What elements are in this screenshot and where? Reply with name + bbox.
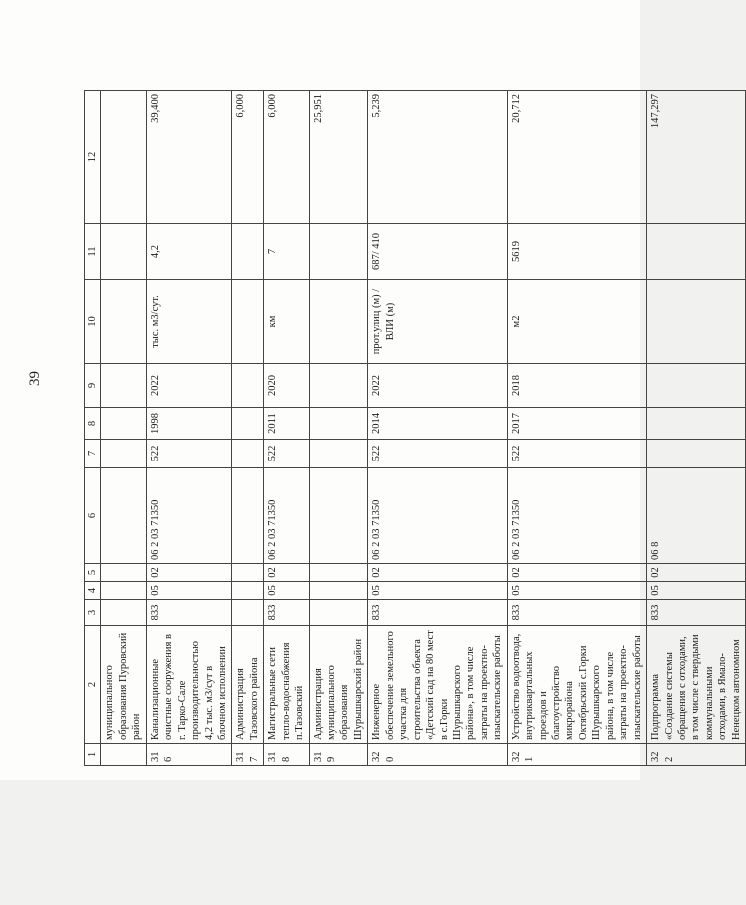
table-cell: 5619 — [507, 224, 646, 280]
table-cell: 321 — [507, 744, 646, 766]
table-cell: 02 — [146, 564, 232, 582]
table-cell: Инженерное обеспечение земельного участка для строительства объекта «Детский сад на 80 мест в с.Горки Шурышкарского района», в том числе затраты на проектно-изыскательские работы — [368, 626, 507, 744]
table-row — [647, 91, 746, 766]
table-cell — [647, 224, 746, 280]
table-cell — [101, 600, 146, 626]
table-cell: 2017 — [507, 408, 646, 440]
table-row — [146, 91, 232, 766]
table-cell: 833 — [507, 600, 646, 626]
table-cell: 7 — [264, 224, 309, 280]
table-cell: 06 2 03 71350 — [368, 468, 507, 564]
table-cell — [232, 408, 264, 440]
table-cell: 522 — [264, 440, 309, 468]
table-cell: Администрация Тазовского района — [232, 626, 264, 744]
table-row — [309, 91, 368, 766]
table-cell: 687/ 410 — [368, 224, 507, 280]
table-cell — [101, 564, 146, 582]
table-row — [368, 91, 507, 766]
table-cell: 06 8 — [647, 468, 746, 564]
table-cell — [101, 468, 146, 564]
table-cell: 05 — [647, 582, 746, 600]
table-cell — [232, 280, 264, 364]
column-header: 1 — [85, 744, 101, 766]
table-row — [507, 91, 646, 766]
table-cell: 4,2 — [146, 224, 232, 280]
table-cell — [101, 440, 146, 468]
table-cell: 25,951 — [309, 91, 368, 224]
table-cell: 316 — [146, 744, 232, 766]
table-cell — [232, 468, 264, 564]
table-cell: 1998 — [146, 408, 232, 440]
table-cell: 2011 — [264, 408, 309, 440]
column-header: 12 — [85, 91, 101, 224]
table-cell: Канализационные очистные сооружения в г. Тарко-Сале производительностью 4,2 тыс. м3/сут в блочном исполнении — [146, 626, 232, 744]
table-cell — [309, 280, 368, 364]
column-header: 11 — [85, 224, 101, 280]
table-cell — [647, 280, 746, 364]
page-number: 39 — [27, 371, 43, 386]
table-cell: 06 2 03 71350 — [507, 468, 646, 564]
table-cell: 05 — [146, 582, 232, 600]
table-row — [101, 91, 146, 766]
column-header: 7 — [85, 440, 101, 468]
table-cell: 522 — [368, 440, 507, 468]
table-cell — [309, 440, 368, 468]
table-cell: км — [264, 280, 309, 364]
table-cell: 2022 — [146, 364, 232, 408]
table-cell: 833 — [368, 600, 507, 626]
table-cell — [647, 364, 746, 408]
table-cell — [101, 408, 146, 440]
table-cell — [232, 364, 264, 408]
table-cell: прот.улиц (м) /ВЛИ (м) — [368, 280, 507, 364]
table-cell — [309, 564, 368, 582]
table-cell: 6,000 — [264, 91, 309, 224]
column-header: 4 — [85, 582, 101, 600]
table-cell — [309, 468, 368, 564]
table-cell: 2022 — [368, 364, 507, 408]
table-cell — [309, 408, 368, 440]
table-cell: 2020 — [264, 364, 309, 408]
data-table — [84, 90, 746, 766]
table-cell: 05 — [368, 582, 507, 600]
column-header: 6 — [85, 468, 101, 564]
table-cell — [647, 440, 746, 468]
table-cell — [647, 408, 746, 440]
table-cell: Устройство водоотвода, внутриквартальных проездов и благоустройство микрорайона Октябрьский с.Горки Шурышкарского района, в том числе затраты на проектно-изыскательские работы — [507, 626, 646, 744]
table-row — [232, 91, 264, 766]
table-cell: 02 — [368, 564, 507, 582]
table-cell: 320 — [368, 744, 507, 766]
table-cell: 05 — [264, 582, 309, 600]
column-header: 5 — [85, 564, 101, 582]
column-header: 10 — [85, 280, 101, 364]
table-cell: Администрация муниципального образования Шурышкарский район — [309, 626, 368, 744]
column-header: 8 — [85, 408, 101, 440]
table-cell: 317 — [232, 744, 264, 766]
table-cell — [101, 280, 146, 364]
table-cell — [101, 744, 146, 766]
table-cell — [232, 224, 264, 280]
table-cell: 318 — [264, 744, 309, 766]
table-cell: 02 — [647, 564, 746, 582]
table-cell — [232, 582, 264, 600]
table-cell: 522 — [146, 440, 232, 468]
table-cell — [232, 440, 264, 468]
table-cell: 2014 — [368, 408, 507, 440]
table-cell — [101, 582, 146, 600]
table-cell: 833 — [146, 600, 232, 626]
table-cell — [232, 600, 264, 626]
table-cell: 05 — [507, 582, 646, 600]
table-cell: 02 — [264, 564, 309, 582]
table-cell: 20,712 — [507, 91, 646, 224]
table-row — [264, 91, 309, 766]
table-cell: 02 — [507, 564, 646, 582]
table-cell — [101, 224, 146, 280]
table-cell: 322 — [647, 744, 746, 766]
table-cell: 833 — [264, 600, 309, 626]
table-cell — [309, 224, 368, 280]
table-cell — [309, 364, 368, 408]
table-cell: 522 — [507, 440, 646, 468]
table-cell: 833 — [647, 600, 746, 626]
table-cell: 06 2 03 71350 — [264, 468, 309, 564]
rotated-table-container — [84, 91, 742, 766]
table-cell — [101, 364, 146, 408]
table-cell: 319 — [309, 744, 368, 766]
table-cell: муниципального образования Пуровский район — [101, 626, 146, 744]
column-header: 9 — [85, 364, 101, 408]
table-cell: Подпрограмма «Создание системы обращения с отходами, в том числе с твердыми коммунальными отходами, в Ямало-Ненецком автономном — [647, 626, 746, 744]
table-cell: 147,297 — [647, 91, 746, 224]
table-cell: 5,239 — [368, 91, 507, 224]
table-cell — [309, 600, 368, 626]
table-cell — [309, 582, 368, 600]
header-row — [85, 91, 101, 766]
column-header: 3 — [85, 600, 101, 626]
page-margin — [0, 780, 640, 905]
column-header: 2 — [85, 626, 101, 744]
table-cell — [101, 91, 146, 224]
table-cell: 6,000 — [232, 91, 264, 224]
table-cell: 39,400 — [146, 91, 232, 224]
table-cell: Магистральные сети тепло-водоснабжения п.Тазовский — [264, 626, 309, 744]
table-cell: тыс. м3/сут. — [146, 280, 232, 364]
table-cell: 2018 — [507, 364, 646, 408]
table-cell — [232, 564, 264, 582]
table-cell: м2 — [507, 280, 646, 364]
table-cell: 06 2 03 71350 — [146, 468, 232, 564]
